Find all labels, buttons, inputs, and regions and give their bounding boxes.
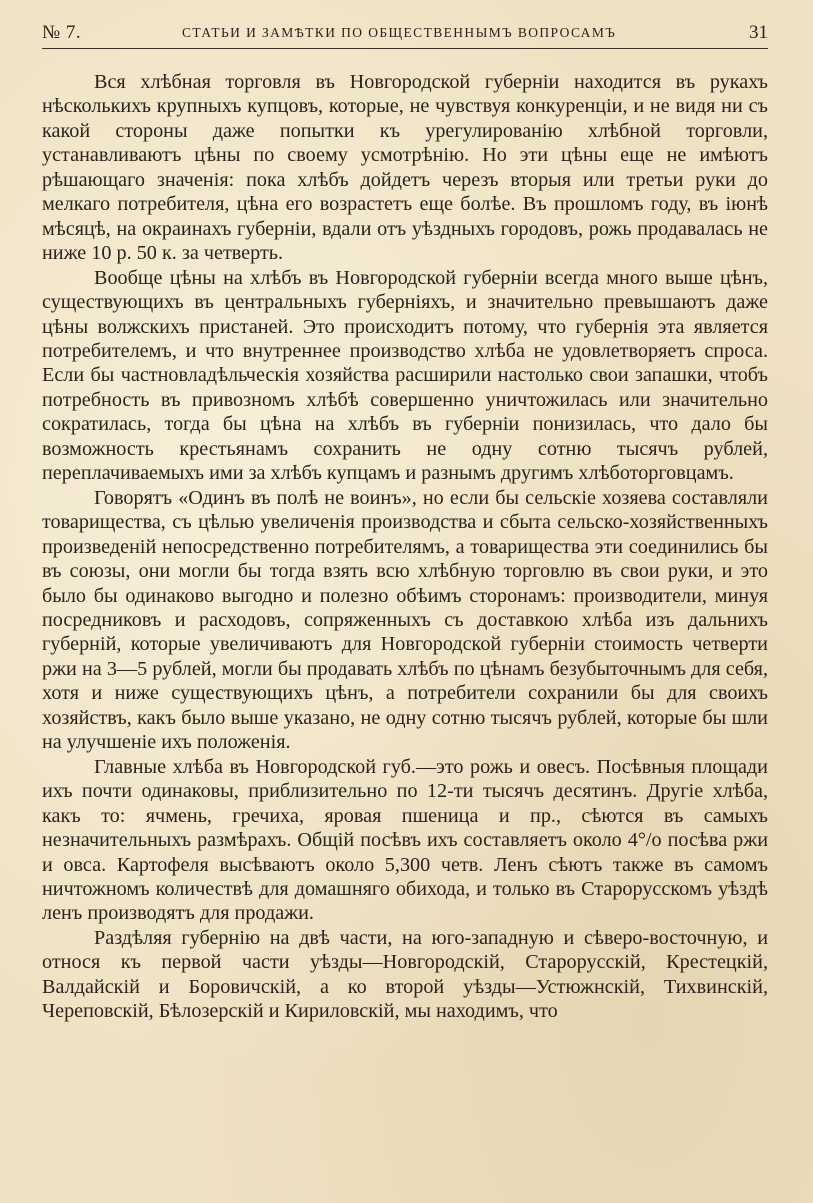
paragraph-1: Вся хлѣбная торговля въ Новгородской губерніи находится въ рукахъ нѣсколькихъ крупныхъ купцовъ, которые, не чувствуя конкуренціи, и не видя ни съ какой стороны даже попытки къ урегулированію хлѣбной торговли, устанавливаютъ цѣны по своему усмотрѣнію. Но эти цѣны еще не имѣютъ рѣшающаго значенія: пока хлѣбъ дойдетъ черезъ вторыя или третьи руки до мелкаго потребителя, цѣна его возрастетъ еще болѣе. Въ прошломъ году, въ іюнѣ мѣсяцѣ, на окраинахъ губерніи, вдали отъ уѣздныхъ городовъ, рожь продавалась не ниже 10 р. 50 к. за четверть.: [42, 71, 768, 265]
page-header: [42, 20, 768, 49]
section-title: СТАТЬИ И ЗАМѢТКИ ПО ОБЩЕСТВЕННЫМЪ ВОПРОСАМЪ: [182, 25, 617, 40]
paragraph-3: Говорятъ «Одинъ въ полѣ не воинъ», но если бы сельскіе хозяева составляли товарищества, съ цѣлью увеличенія производства и сбыта сельско-хозяйственныхъ произведеній непосредственно потребителямъ, а товарищества эти соединились бы въ союзы, они могли бы тогда взять всю хлѣбную торговлю въ свои руки, и это было бы одинаково выгодно и полезно обѣимъ сторонамъ: производители, минуя посредниковъ и расходовъ, сопряженныхъ съ доставкою хлѣба изъ дальнихъ губерній, которые увеличиваютъ для Новгородской губерніи стоимость четверти ржи на 3—5 рублей, могли бы продавать хлѣбъ по цѣнамъ безубыточнымъ для себя, хотя и ниже существующихъ цѣнъ, а потребители сохранили бы для своихъ хозяйствъ, какъ было выше указано, не одну сотню тысячъ рублей, которые бы шли на улучшеніе ихъ положенія.: [42, 486, 768, 754]
paragraph-4: Главные хлѣба въ Новгородской губ.—это рожь и овесъ. Посѣвныя площади ихъ почти одинаковы, приблизительно по 12-ти тысячъ десятинъ. Другіе хлѣба, какъ то: ячмень, гречиха, яровая пшеница и пр., сѣются въ самыхъ незначительныхъ размѣрахъ. Общій посѣвъ ихъ составляетъ около 4°/o посѣва ржи и овса. Картофеля высѣваютъ около 5,300 четв. Ленъ сѣютъ также въ самомъ ничтожномъ количествѣ для домашняго обихода, и только въ Старорусскомъ уѣздѣ ленъ производятъ для продажи.: [42, 755, 768, 925]
issue-number: № 7.: [42, 22, 82, 43]
paragraph-5: Раздѣляя губернію на двѣ части, на юго-западную и сѣверо-восточную, и относя къ первой части уѣзды—Новгородскій, Старорусскій, Крестецкій, Валдайскій и Боровичскій, а ко второй уѣзды—Устюжнскій, Тихвинскій, Череповскій, Бѣлозерскій и Кириловскій, мы находимъ, что: [42, 926, 768, 1023]
page-number: 31: [749, 22, 768, 43]
article-body: [42, 70, 768, 1024]
paragraph-2: Вообще цѣны на хлѣбъ въ Новгородской губерніи всегда много выше цѣнъ, существующихъ въ центральныхъ губерніяхъ, и значительно превышаютъ даже цѣны волжскихъ пристаней. Это происходитъ потому, что губернія эта является потребителемъ, и что внутреннее производство хлѣба не удовлетворяетъ спроса. Если бы частновладѣльческія хозяйства расширили настолько свои запашки, чтобъ потребность въ привозномъ хлѣбѣ совершенно уничтожилась или значительно сократилась, тогда бы цѣна на хлѣбъ въ губерніи понизилась, что дало бы возможность крестьянамъ сохранить не одну сотню тысячъ рублей, переплачиваемыхъ ими за хлѣбъ купцамъ и разнымъ другимъ хлѣботорговцамъ.: [42, 266, 768, 485]
